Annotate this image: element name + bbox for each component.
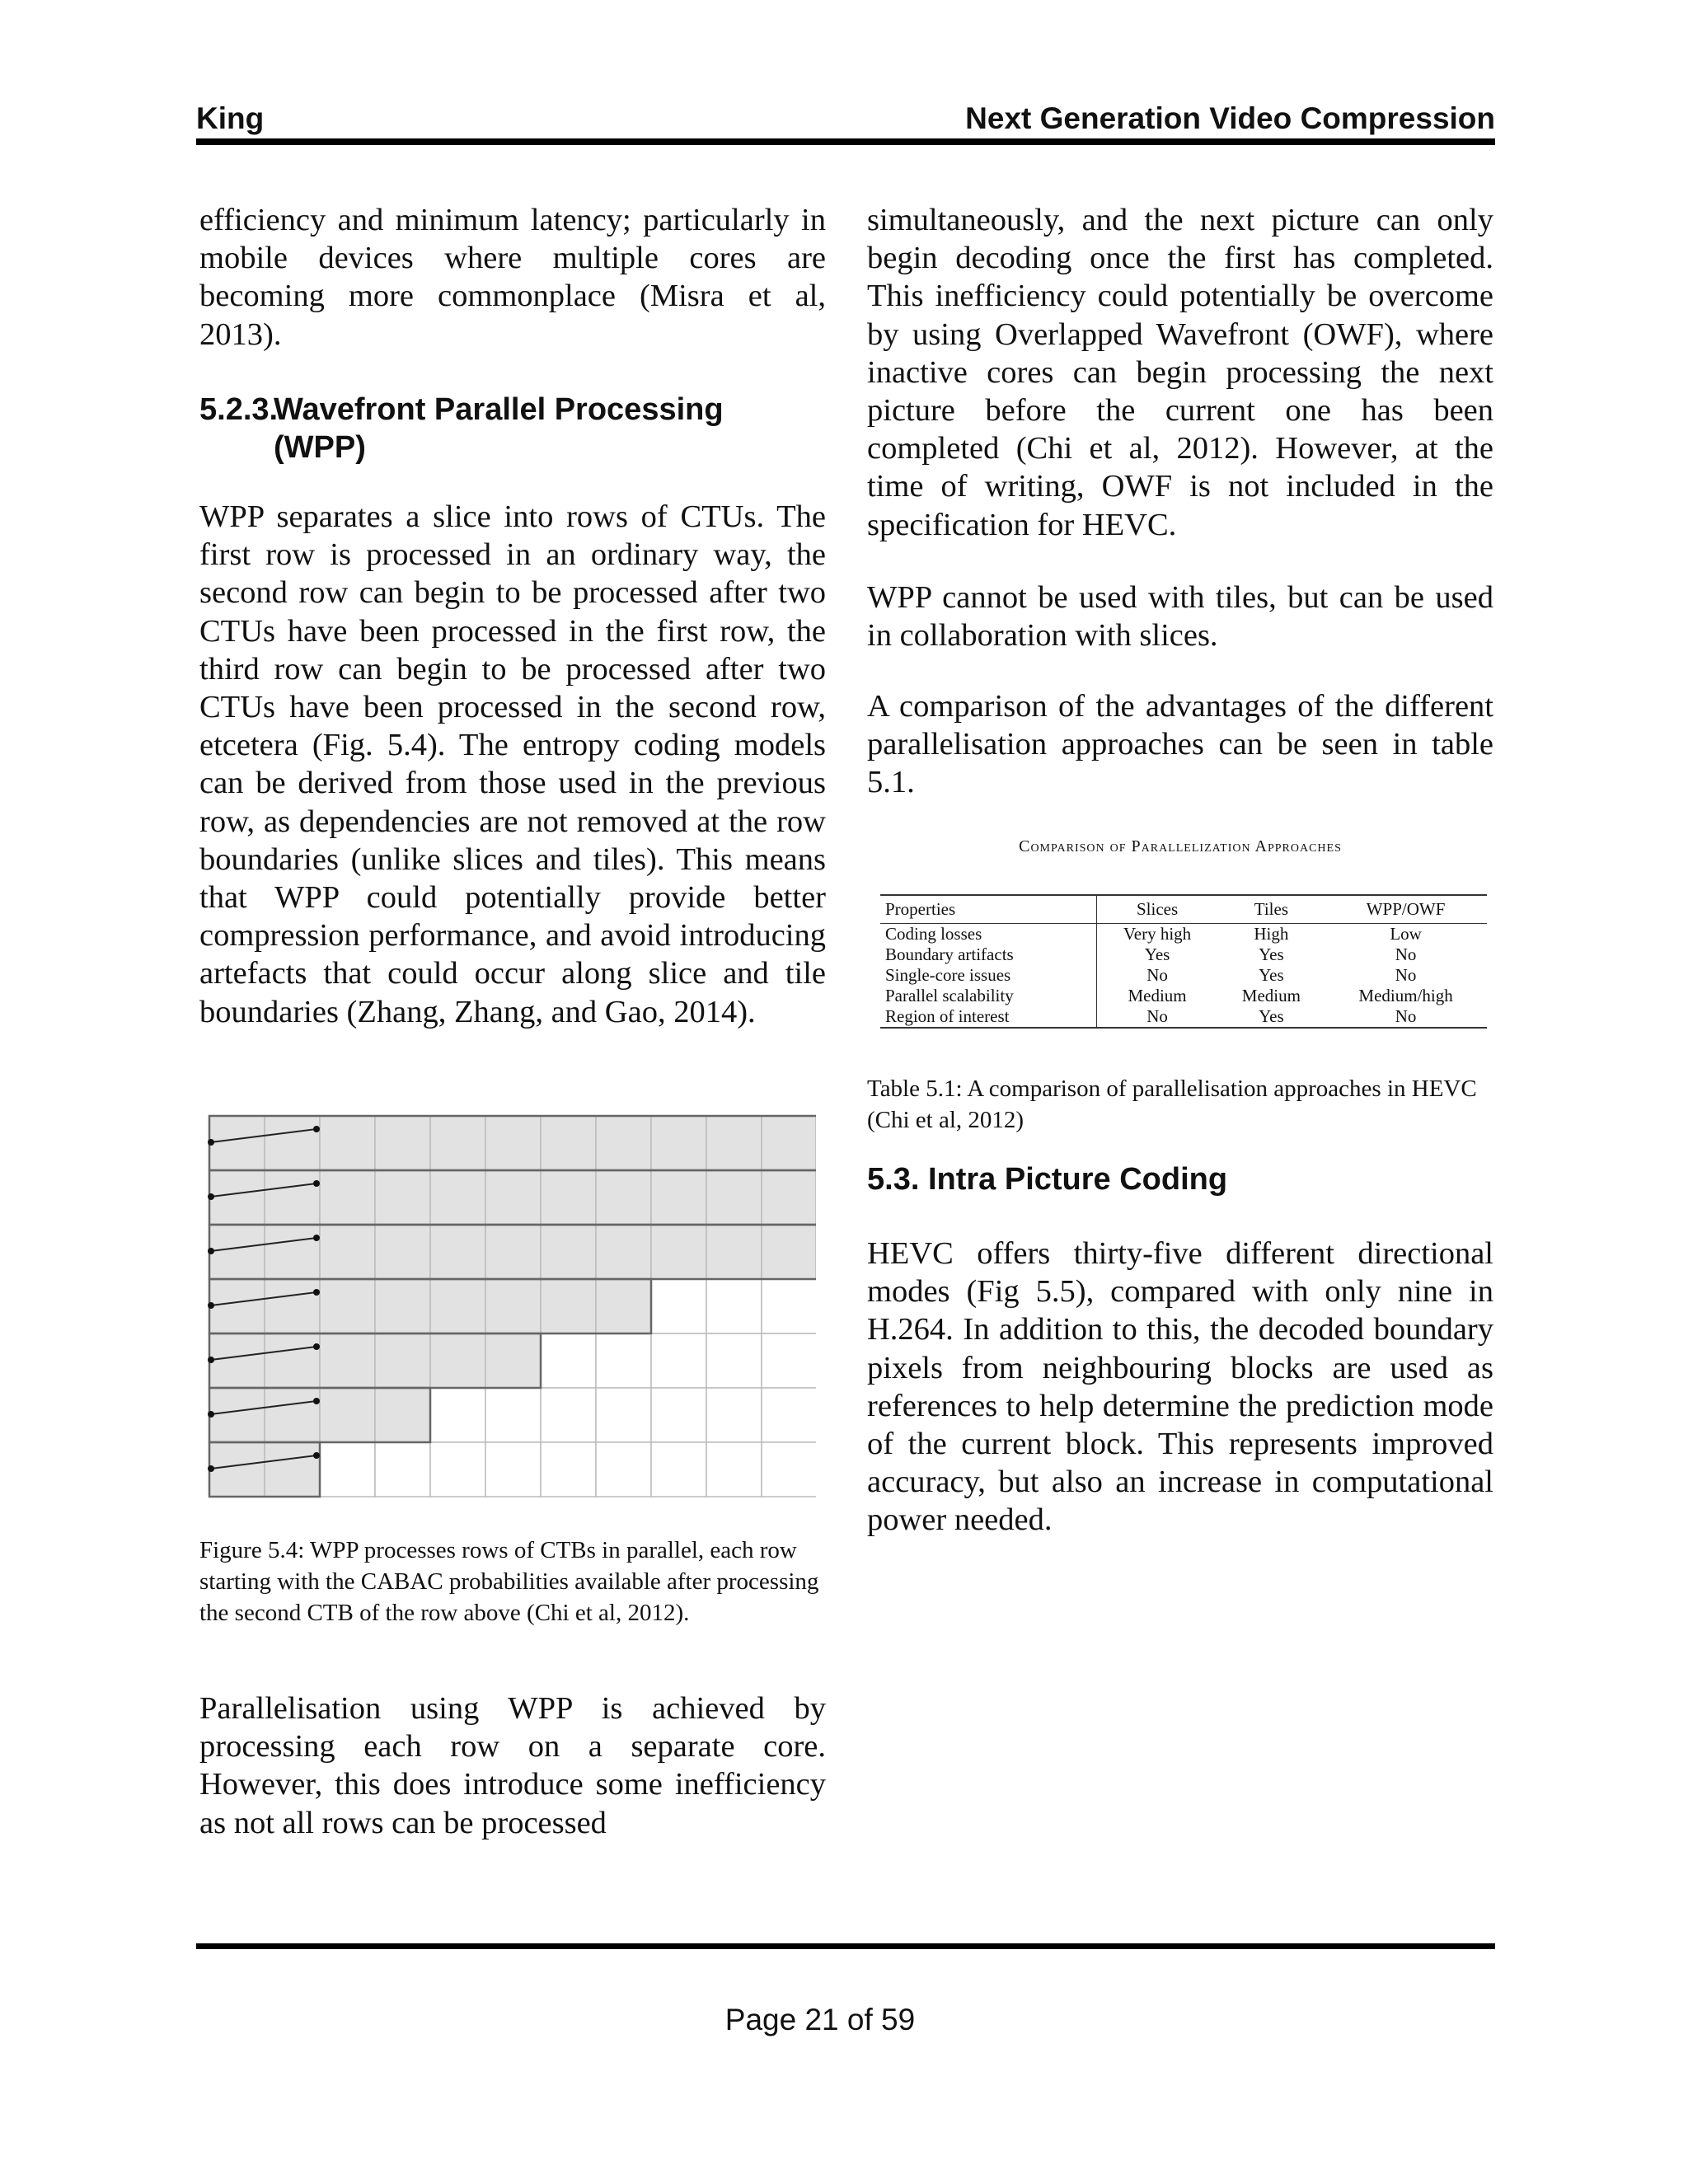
ctb-processed <box>762 1170 816 1225</box>
figure-caption-block <box>199 1535 826 1629</box>
ctb-processed <box>320 1279 375 1333</box>
ctb-processed <box>651 1225 706 1279</box>
ctb-unprocessed <box>762 1333 816 1388</box>
ctb-processed <box>209 1116 265 1170</box>
comparison-paragraph: A comparison of the advantages of the different parallelisation approaches can be seen in table 5.1. <box>867 689 1493 800</box>
ctb-processed <box>430 1116 485 1170</box>
arrow-end-dot <box>313 1235 320 1241</box>
table-cell: Medium/high <box>1358 986 1453 1005</box>
ctb-processed <box>430 1225 485 1279</box>
intra-paragraph: HEVC offers thirty-five different directional modes (Fig 5.5), compared with only nine in H.264. In addition to this, the decoded boundary pixels from neighbouring blocks are used as references to help determine the prediction mode of the current block. This represents improved accuracy, but also an increase in computational power needed. <box>867 1236 1493 1538</box>
ctb-processed <box>375 1388 430 1442</box>
ctb-unprocessed <box>596 1333 651 1388</box>
ctb-processed <box>430 1170 485 1225</box>
ctb-unprocessed <box>762 1388 816 1442</box>
left-column <box>199 201 826 354</box>
header-rule <box>196 138 1495 145</box>
section-523-number: 5.2.3. <box>199 392 279 427</box>
ctb-unprocessed <box>706 1388 762 1442</box>
ctb-unprocessed <box>651 1333 706 1388</box>
ctb-processed <box>485 1116 541 1170</box>
header-title: Next Generation Video Compression <box>965 101 1495 135</box>
ctb-processed <box>375 1225 430 1279</box>
table-caption: Table 5.1: A comparison of parallelisation approaches in HEVC (Chi et al, 2012) <box>867 1076 1477 1133</box>
table-row <box>880 1006 1487 1028</box>
table-cell: Yes <box>1144 944 1170 964</box>
ctb-unprocessed <box>430 1388 485 1442</box>
ctb-processed <box>485 1170 541 1225</box>
ctb-processed <box>320 1170 375 1225</box>
table-cell: Single-core issues <box>880 965 1096 986</box>
ctb-processed <box>541 1170 596 1225</box>
arrow-end-dot <box>313 1126 320 1132</box>
table-row <box>880 965 1487 986</box>
ctb-processed <box>596 1116 651 1170</box>
ctb-unprocessed <box>596 1442 651 1497</box>
section-53-number: 5.3. <box>867 1162 920 1197</box>
owf-paragraph-block <box>867 201 1493 544</box>
ctb-unprocessed <box>485 1388 541 1442</box>
ctb-processed <box>706 1116 762 1170</box>
ctb-processed <box>320 1225 375 1279</box>
table-cell: Medium <box>1241 986 1301 1005</box>
table-cell: No <box>1325 1006 1487 1028</box>
ctb-processed <box>265 1116 320 1170</box>
parallel-paragraph: Parallelisation using WPP is achieved by processing each row on a separate core. However, this does introduce some inefficiency as not all rows can be processed <box>199 1691 826 1840</box>
ctb-unprocessed <box>706 1442 762 1497</box>
table-row <box>880 986 1487 1006</box>
table-row <box>880 944 1487 965</box>
ctb-processed <box>762 1225 816 1279</box>
ctb-processed <box>541 1225 596 1279</box>
ctb-processed <box>320 1388 375 1442</box>
arrow-end-dot <box>313 1180 320 1187</box>
arrow-end-dot <box>313 1343 320 1350</box>
ctb-processed <box>375 1170 430 1225</box>
ctb-processed <box>541 1279 596 1333</box>
table-cell: Very high <box>1123 924 1192 944</box>
ctb-processed <box>430 1279 485 1333</box>
ctb-processed <box>265 1388 320 1442</box>
ctb-processed <box>375 1333 430 1388</box>
ctb-unprocessed <box>541 1442 596 1497</box>
ctb-processed <box>541 1116 596 1170</box>
section-53-heading <box>867 1160 1493 1198</box>
arrow-start-dot <box>208 1302 214 1309</box>
arrow-start-dot <box>208 1411 214 1418</box>
figure-caption: Figure 5.4: WPP processes rows of CTBs in parallel, each row starting with the CABAC probabilities available after processing the second CTB of the row above (Chi et al, 2012). <box>199 1537 819 1626</box>
table-header-cell: Properties <box>880 895 1096 924</box>
table-cell: Region of interest <box>880 1006 1096 1028</box>
ctb-processed <box>265 1170 320 1225</box>
owf-paragraph: simultaneously, and the next picture can only begin decoding once the first has completed. This inefficiency could potentially be overcome by using Overlapped Wavefront (OWF), where inactive cores can begin processing the next picture before the current one has been completed (Chi et al, 2012). However, at the time of writing, OWF is not included in the specification for HEVC. <box>867 203 1493 542</box>
wpp-paragraph-block <box>199 498 826 1031</box>
ctb-unprocessed <box>651 1442 706 1497</box>
ctb-unprocessed <box>485 1442 541 1497</box>
table-cell: Low <box>1390 924 1422 944</box>
ctb-processed <box>596 1170 651 1225</box>
wpp-paragraph: WPP separates a slice into rows of CTUs. The first row is processed in an ordinary way, the second row can begin to be processed after two CTUs have been processed in the first row, the third row can begin to be processed after two CTUs have been processed in the second row, etcetera (Fig. 5.4). The entropy coding models can be derived from those used in the previous row, as dependencies are not removed at the row boundaries (unlike slices and tiles). This means that WPP could potentially provide better compression performance, and avoid introducing artefacts that could occur along slice and tile boundaries (Zhang, Zhang, and Gao, 2014). <box>199 499 826 1029</box>
ctb-unprocessed <box>762 1279 816 1333</box>
section-53-title: Intra Picture Coding <box>927 1162 1228 1197</box>
ctb-processed <box>265 1333 320 1388</box>
table-cell: No <box>1395 944 1417 964</box>
ctb-unprocessed <box>596 1388 651 1442</box>
wpp-figure <box>206 1113 816 1503</box>
ctb-processed <box>706 1170 762 1225</box>
comparison-paragraph-block <box>867 687 1493 802</box>
ctb-unprocessed <box>430 1442 485 1497</box>
ctb-unprocessed <box>651 1279 706 1333</box>
arrow-end-dot <box>313 1398 320 1404</box>
parallel-paragraph-block <box>199 1690 826 1842</box>
ctb-processed <box>485 1279 541 1333</box>
arrow-end-dot <box>313 1289 320 1296</box>
arrow-end-dot <box>313 1452 320 1459</box>
table-cell: Yes <box>1259 965 1284 985</box>
ctb-processed <box>651 1170 706 1225</box>
table-cell: Yes <box>1259 944 1284 964</box>
ctb-unprocessed <box>375 1442 430 1497</box>
ctb-processed <box>651 1116 706 1170</box>
tiles-paragraph-block <box>867 579 1493 654</box>
table-cell: Parallel scalability <box>880 986 1096 1006</box>
table-cell: High <box>1254 924 1289 944</box>
ctb-processed <box>265 1442 320 1497</box>
ctb-processed <box>485 1333 541 1388</box>
table-caption-block <box>867 1073 1493 1136</box>
table-cell: Medium <box>1128 986 1187 1005</box>
ctb-processed <box>209 1442 265 1497</box>
ctb-processed <box>375 1279 430 1333</box>
ctb-processed <box>209 1279 265 1333</box>
ctb-processed <box>265 1225 320 1279</box>
ctb-processed <box>762 1116 816 1170</box>
ctb-processed <box>320 1333 375 1388</box>
ctb-processed <box>209 1170 265 1225</box>
table-header-cell: Tiles <box>1218 895 1325 924</box>
arrow-start-dot <box>208 1248 214 1254</box>
table-header-row <box>880 895 1487 924</box>
ctb-processed <box>209 1225 265 1279</box>
table-cell: Coding losses <box>880 924 1096 945</box>
table-cell: Boundary artifacts <box>880 944 1096 965</box>
header-author: King <box>196 101 265 135</box>
ctb-unprocessed <box>762 1442 816 1497</box>
table-header-cell: Slices <box>1096 895 1218 924</box>
intra-paragraph-block <box>867 1235 1493 1540</box>
ctb-unprocessed <box>706 1333 762 1388</box>
ctb-processed <box>596 1279 651 1333</box>
ctb-unprocessed <box>541 1333 596 1388</box>
tiles-paragraph: WPP cannot be used with tiles, but can be used in collaboration with slices. <box>867 580 1493 654</box>
section-523-heading <box>199 391 826 466</box>
table-cell: No <box>1146 965 1168 985</box>
table-cell: Yes <box>1218 1006 1325 1028</box>
arrow-start-dot <box>208 1465 214 1472</box>
table-cell: No <box>1395 965 1417 985</box>
arrow-start-dot <box>208 1193 214 1200</box>
arrow-start-dot <box>208 1139 214 1146</box>
ctb-processed <box>209 1333 265 1388</box>
ctb-processed <box>209 1388 265 1442</box>
ctb-processed <box>485 1225 541 1279</box>
table-title: Comparison of Parallelization Approaches <box>1019 837 1342 855</box>
arrow-start-dot <box>208 1357 214 1363</box>
table-header-cell: WPP/OWF <box>1325 895 1487 924</box>
footer-rule <box>196 1943 1495 1949</box>
comparison-table <box>880 894 1487 1029</box>
ctb-processed <box>706 1225 762 1279</box>
table-cell: No <box>1096 1006 1218 1028</box>
running-header <box>196 97 1495 140</box>
ctb-unprocessed <box>541 1388 596 1442</box>
ctb-processed <box>430 1333 485 1388</box>
ctb-processed <box>375 1116 430 1170</box>
ctb-unprocessed <box>320 1442 375 1497</box>
ctb-unprocessed <box>651 1388 706 1442</box>
section-523-title-line2: (WPP) <box>274 430 366 465</box>
ctb-unprocessed <box>706 1279 762 1333</box>
intro-paragraph: efficiency and minimum latency; particularly in mobile devices where multiple cores are becoming more commonplace (Misra et al, 2013). <box>199 203 826 352</box>
ctb-processed <box>320 1116 375 1170</box>
ctb-processed <box>596 1225 651 1279</box>
table-row <box>880 924 1487 945</box>
page-number: Page 21 of 59 <box>724 2003 916 2036</box>
ctb-processed <box>265 1279 320 1333</box>
section-523-title-line1: Wavefront Parallel Processing <box>274 392 724 427</box>
